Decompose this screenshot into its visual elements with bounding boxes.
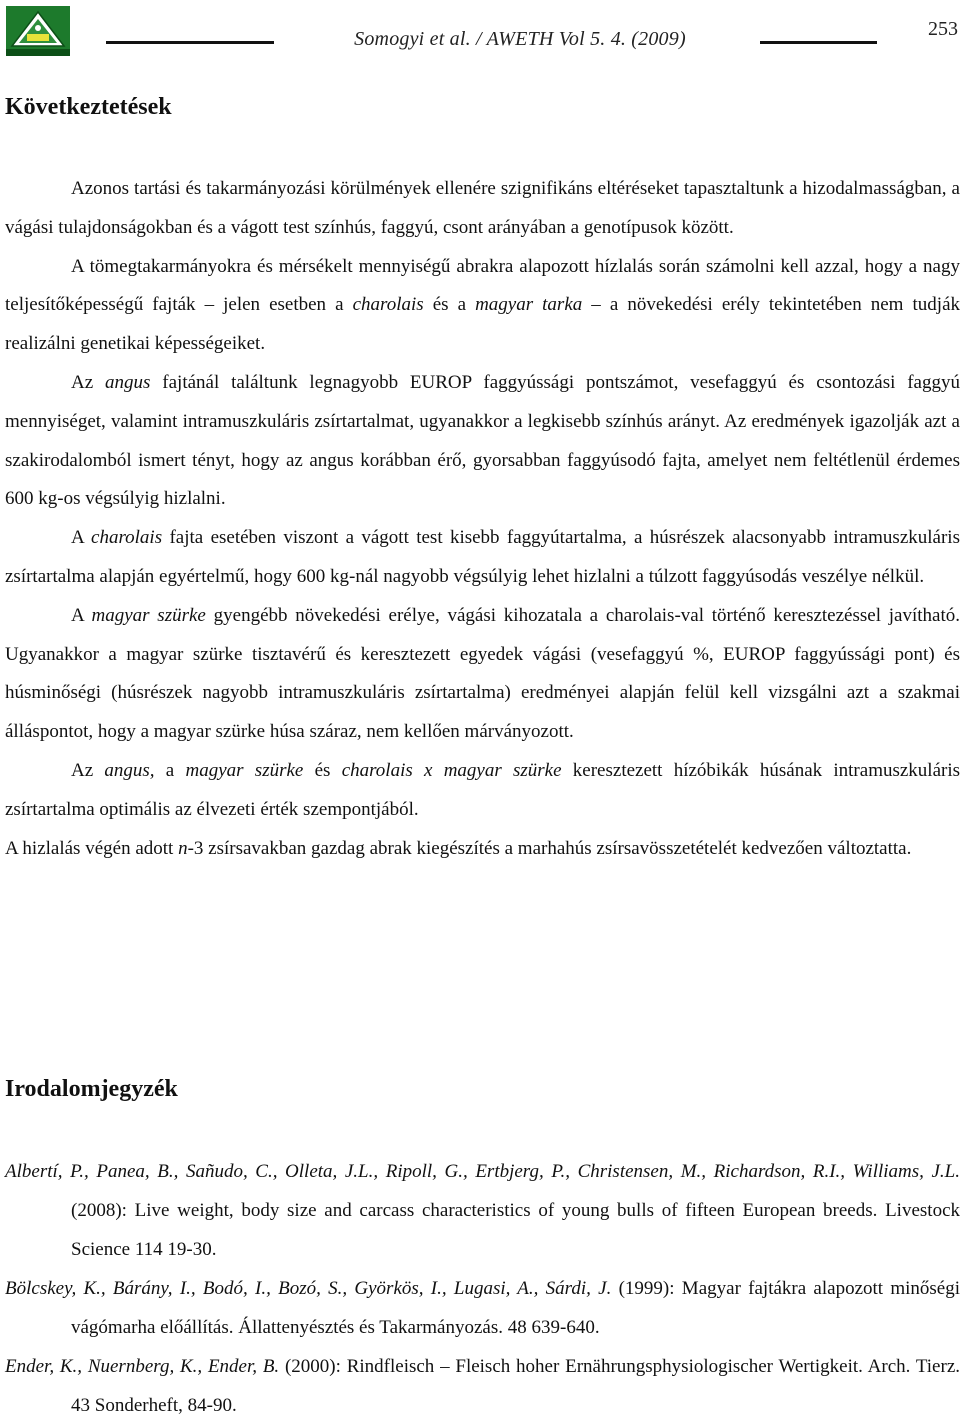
reference-item: Ender, K., Nuernberg, K., Ender, B. (2000): Rindfleisch – Fleisch hoher Ernährungsphysiologischer Wertigkeit. Arch. Tierz. 43 Sonderheft, 84-90. xyxy=(5,1355,960,1416)
paragraph-3: Az angus fajtánál találtunk legnagyobb EUROP faggyússági pontszámot, vesefaggyú és csontozási faggyú mennyiséget, valamint intramuszkuláris zsírtartalmat, ugyanakkor a legkisebb színhús arányt. Az eredmények igazolják azt a szakirodalomból ismert tényt, hogy az angus korábban érő, gyorsabban faggyúsodó fajta, amelyet nem feltétlenül érdemes 600 kg-os végsúlyig hizlalni. xyxy=(5,371,960,510)
reference-item: Albertí, P., Panea, B., Sañudo, C., Olleta, J.L., Ripoll, G., Ertbjerg, P., Christensen, M., Richardson, R.I., Williams, J.L. (2008): Live weight, body size and carcass characteristics of young bulls of fifteen European breeds. Livestock Science 114 19-30. xyxy=(5,1161,960,1260)
paragraph-1: Azonos tartási és takarmányozási körülmények ellenére szignifikáns eltéréseket tapasztaltunk a hizodalmasságban, a vágási tulajdonságokban és a vágott test színhús, faggyú, csont arányában a genotípusok között. xyxy=(5,178,960,238)
paragraph-6: Az angus, a magyar szürke és charolais x magyar szürke keresztezett hízóbikák húsának intramuszkuláris zsírtartalma optimális az élvezeti érték szempontjából. xyxy=(5,759,960,820)
running-title: Somogyi et al. / AWETH Vol 5. 4. (2009) xyxy=(354,28,686,50)
paragraph-4: A charolais fajta esetében viszont a vágott test kisebb faggyútartalma, a húsrészek alacsonyabb intramuszkuláris zsírtartalma alapján egyértelmű, hogy 600 kg-nál nagyobb végsúlyig lehet hizlalni a túlzott faggyúsodás veszélye nélkül. xyxy=(5,527,960,587)
page-number: 253 xyxy=(928,18,958,40)
reference-item: Bölcskey, K., Bárány, I., Bodó, I., Bozó, S., Györkös, I., Lugasi, A., Sárdi, J. (1999): Magyar fajtákra alapozott minőségi vágómarha előállítás. Állattenyésztés és Takarmányozás. 48 639-640. xyxy=(5,1277,960,1338)
paragraph-2: A tömegtakarmányokra és mérsékelt mennyiségű abrakra alapozott hízlalás során számolni kell azzal, hogy a nagy teljesítőképességű fajták – jelen esetben a charolais és a magyar tarka – a növekedési erély tekintetében nem tudják realizálni genetikai képességeiket. xyxy=(5,255,960,355)
paragraph-5: A magyar szürke gyengébb növekedési erélye, vágási kihozatala a charolais-val történő keresztezéssel javítható. Ugyanakkor a magyar szürke tisztavérű és keresztezett egyedek vágási (vesefaggyú %, EUROP faggyússági pont) és húsminőségi (húsrészek nagyobb intramuszkuláris zsírtartalma) eredményei alapján felül kell vizsgálni azt a szakmai álláspontot, hogy a magyar szürke húsa száraz, nem kellően márványozott. xyxy=(5,604,960,743)
reference-list xyxy=(5,1153,960,1426)
conclusions-body xyxy=(5,170,960,868)
section-title-references: Irodalomjegyzék xyxy=(5,1076,178,1102)
page-header xyxy=(0,0,960,64)
header-rule-right xyxy=(760,41,877,44)
section-title-conclusions: Következtetések xyxy=(5,94,172,120)
journal-logo-icon xyxy=(6,6,70,56)
header-rule-left xyxy=(106,41,274,44)
paragraph-7: A hizlalás végén adott n-3 zsírsavakban gazdag abrak kiegészítés a marhahús zsírsavösszetételét kedvezően változtatta. xyxy=(5,837,912,859)
